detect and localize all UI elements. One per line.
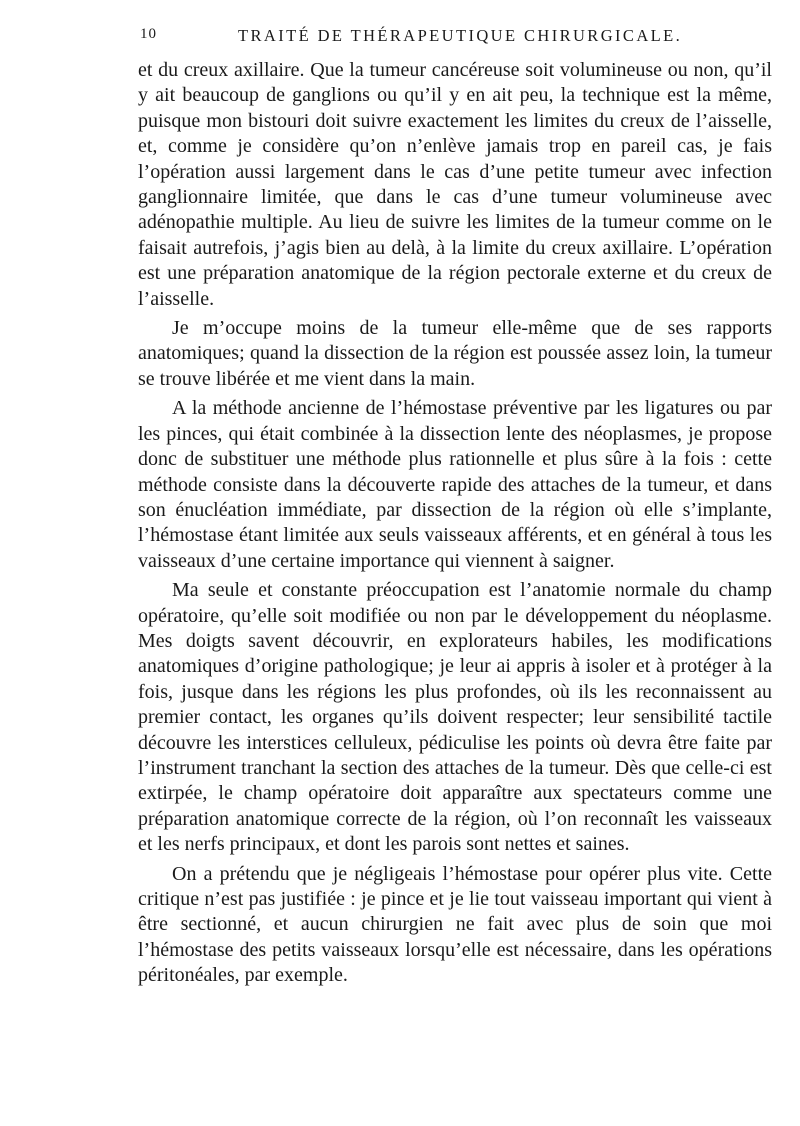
page-header (140, 26, 780, 50)
paragraph-2: Je m’occupe moins de la tumeur elle-même que de ses rapports anatomiques; quand la dissection de la région est poussée assez loin, la tumeur se trouve libérée et me vient dans la main. (138, 317, 772, 390)
body-text (138, 58, 772, 993)
page-number: 10 (140, 26, 157, 42)
running-title: TRAITÉ DE THÉRAPEUTIQUE CHIRURGICALE. (238, 26, 683, 45)
paragraph-1: et du creux axillaire. Que la tumeur cancéreuse soit volumineuse ou non, qu’il y ait beaucoup de ganglions ou qu’il y en ait peu, la technique est la même, puisque mon bistouri doit suivre exactement les limites du creux de l’aisselle, et, comme je considère qu’on n’enlève jamais trop en pareil cas, je fais l’opération aussi largement dans le cas d’une petite tumeur avec infection ganglionnaire limitée, que dans le cas d’une tumeur volumineuse avec adénopathie multiple. Au lieu de suivre les limites de la tumeur comme on le faisait autrefois, j’agis bien au delà, à la limite du creux axillaire. L’opération est une préparation anatomique de la région pectorale externe et du creux de l’aisselle. (138, 59, 772, 310)
paragraph-3: A la méthode ancienne de l’hémostase préventive par les ligatures ou par les pinces, qui était combinée à la dissection lente des néoplasmes, je propose donc de substituer une méthode plus rationnelle et plus sûre à la fois : cette méthode consiste dans la découverte rapide des attaches de la tumeur, et dans son énucléation immédiate, par dissection de la région où elle s’implante, l’hémostase étant limitée aux seuls vaisseaux afférents, et en général à tous les vaisseaux d’une certaine importance qui viennent à saigner. (138, 397, 772, 572)
paragraph-4: Ma seule et constante préoccupation est l’anatomie normale du champ opératoire, qu’elle soit modifiée ou non par le développement du néoplasme. Mes doigts savent découvrir, en explorateurs habiles, les modifications anatomiques d’origine pathologique; je leur ai appris à isoler et à protéger à la fois, jusque dans les régions les plus profondes, où ils les reconnaissent au premier contact, les organes qu’ils doivent respecter; leur sensibilité tactile découvre les interstices celluleux, pédiculise les points où devra être faite par l’instrument tranchant la section des attaches de la tumeur. Dès que celle-ci est extirpée, le champ opératoire doit apparaître aux spectateurs comme une préparation anatomique correcte de la région, où l’on reconnaît les vaisseaux et les nerfs principaux, et dont les parois sont nettes et saines. (138, 579, 772, 856)
paragraph-5: On a prétendu que je négligeais l’hémostase pour opérer plus vite. Cette critique n’est pas justifiée : je pince et je lie tout vaisseau important qui vient à être sectionné, et aucun chirurgien ne fait avec plus de soin que moi l’hémostase des petits vaisseaux lorsqu’elle est nécessaire, dans les opérations péritonéales, par exemple. (138, 862, 772, 987)
